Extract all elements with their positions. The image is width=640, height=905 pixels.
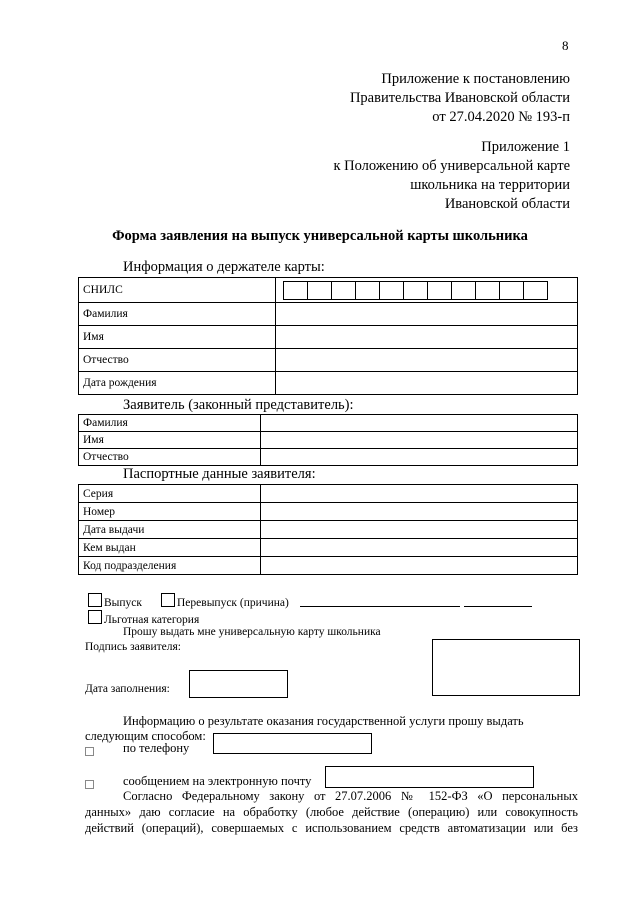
appendix-header [333, 138, 570, 214]
appendix-line: к Положению об универсальной карте [333, 158, 570, 174]
date-label: Дата заполнения: [85, 683, 170, 695]
appendix-line: школьника на территории [410, 177, 570, 193]
passport-label-series: Серия [79, 485, 261, 503]
applicant-table [78, 414, 578, 466]
passport-table [78, 484, 578, 575]
passport-label-issued-by: Кем выдан [79, 539, 261, 557]
reissue-checkbox[interactable] [161, 593, 175, 607]
phone-field[interactable] [213, 733, 372, 754]
applicant-name-field[interactable] [261, 432, 578, 449]
header-line: Правительства Ивановской области [349, 90, 570, 106]
privileged-checkbox[interactable] [88, 610, 102, 624]
holder-label-name: Имя [79, 326, 276, 349]
page-number: 8 [562, 38, 569, 53]
passport-series-field[interactable] [261, 485, 578, 503]
notify-line1: Информацию о результате оказания государственной услуги прошу выдать [123, 714, 524, 728]
snils-cells[interactable] [284, 281, 573, 300]
holder-table [78, 277, 578, 395]
passport-label-issue-date: Дата выдачи [79, 521, 261, 539]
consent-line3: действий (операций), совершаемых с использованием средств автоматизации или без [85, 821, 578, 835]
appendix-line: Ивановской области [444, 196, 570, 212]
reissue-reason-line-2[interactable] [464, 606, 532, 607]
holder-label-patronymic: Отчество [79, 349, 276, 372]
privileged-label: Льготная категория [104, 614, 200, 626]
header-line: Приложение к постановлению [381, 71, 570, 87]
passport-division-code-field[interactable] [261, 557, 578, 575]
holder-surname-field[interactable] [276, 303, 578, 326]
passport-heading: Паспортные данные заявителя: [123, 466, 316, 482]
applicant-patronymic-field[interactable] [261, 449, 578, 466]
form-title: Форма заявления на выпуск универсальной карты школьника [112, 228, 528, 244]
holder-label-birthdate: Дата рождения [79, 372, 276, 395]
email-field[interactable] [325, 766, 534, 788]
passport-number-field[interactable] [261, 503, 578, 521]
holder-label-snils: СНИЛС [79, 278, 276, 303]
email-label: сообщением на электронную почту [123, 774, 312, 788]
consent-line1: Согласно Федеральному закону от 27.07.2006 № 152-ФЗ «О персональных [123, 789, 578, 803]
reissue-label: Перевыпуск (причина) [177, 597, 289, 609]
consent-line2: данных» даю согласие на обработку (любое действие (операцию) или совокупность [85, 805, 578, 819]
issue-label: Выпуск [104, 597, 142, 609]
applicant-label-surname: Фамилия [79, 415, 261, 432]
privileged-option[interactable] [88, 610, 199, 626]
holder-heading: Информация о держателе карты: [123, 259, 325, 275]
holder-patronymic-field[interactable] [276, 349, 578, 372]
header-line: от 27.04.2020 № 193-п [432, 109, 570, 125]
issue-option[interactable] [88, 593, 142, 609]
reissue-reason-line[interactable] [300, 606, 460, 607]
passport-label-number: Номер [79, 503, 261, 521]
issue-checkbox[interactable] [88, 593, 102, 607]
request-text: Прошу выдать мне универсальную карту школьника [123, 626, 381, 638]
phone-checkbox[interactable] [85, 743, 94, 761]
signature-box[interactable] [432, 639, 580, 696]
date-field[interactable] [189, 670, 288, 698]
reissue-option[interactable] [161, 593, 289, 609]
applicant-label-name: Имя [79, 432, 261, 449]
applicant-label-patronymic: Отчество [79, 449, 261, 466]
passport-issue-date-field[interactable] [261, 521, 578, 539]
snils-input[interactable] [276, 278, 578, 303]
holder-birthdate-field[interactable] [276, 372, 578, 395]
appendix-line: Приложение 1 [481, 139, 570, 155]
passport-label-division-code: Код подразделения [79, 557, 261, 575]
applicant-heading: Заявитель (законный представитель): [123, 397, 354, 413]
signature-label: Подпись заявителя: [85, 641, 181, 653]
notify-line2: следующим способом: [85, 729, 206, 743]
holder-name-field[interactable] [276, 326, 578, 349]
passport-issued-by-field[interactable] [261, 539, 578, 557]
applicant-surname-field[interactable] [261, 415, 578, 432]
holder-label-surname: Фамилия [79, 303, 276, 326]
phone-label: по телефону [123, 741, 190, 755]
resolution-header [350, 70, 570, 127]
